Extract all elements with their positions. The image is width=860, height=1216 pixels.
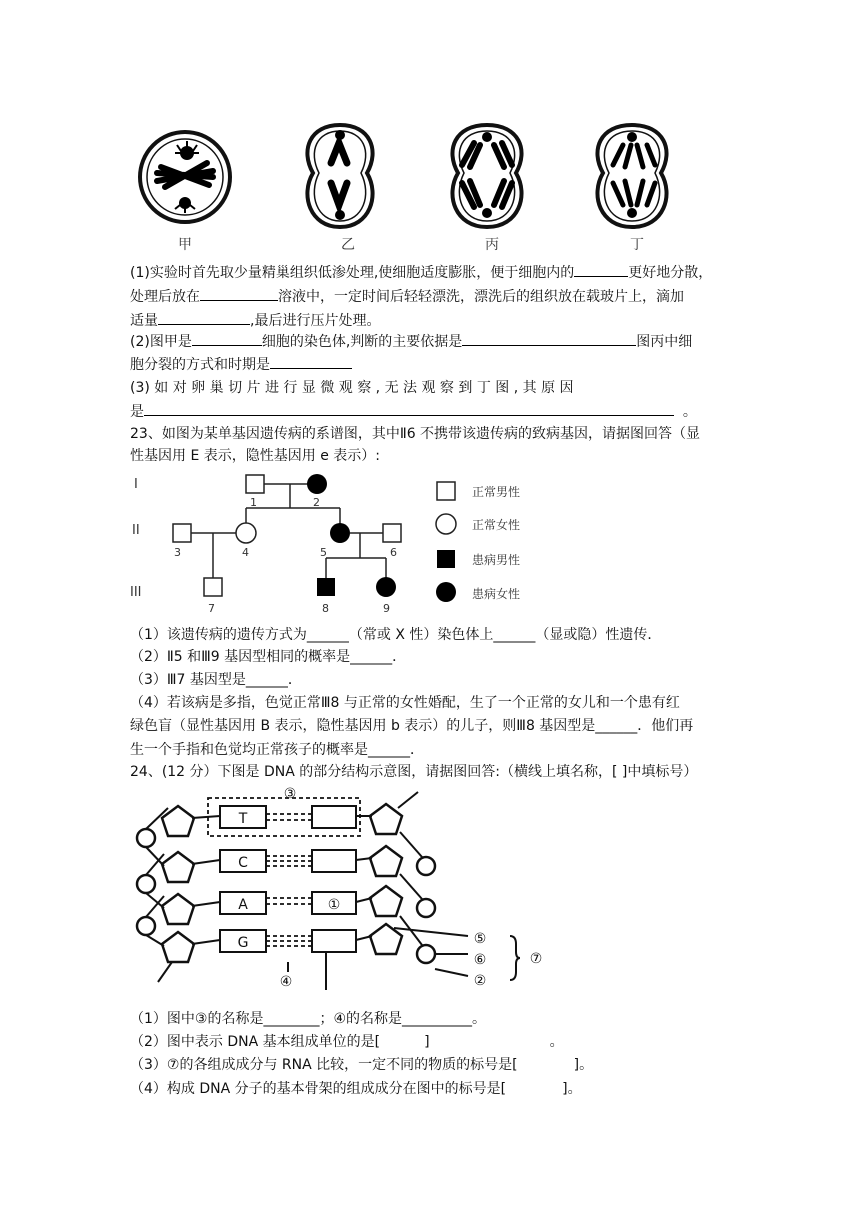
q23-sub-3: （3）Ⅲ7 基因型是______． [130,672,302,688]
cell-jia [140,132,230,222]
base-C: C [238,855,248,871]
q22-line1: (1)实验时首先取少量精巢组织低渗处理,使细胞适度膨胀，便于细胞内的 更好地分散， [130,262,712,283]
gen-label-3: III [130,585,142,600]
q24-sub-3: （3）⑦的各组成成分与 RNA 比较，一定不同的物质的标号是[ ]。 [130,1057,594,1073]
pedigree-chart [128,468,548,618]
individual-5 [330,523,350,543]
q24-intro: 24、(12 分）下图是 DNA 的部分结构示意图，请据图回答:（横线上填名称，[ ]中填标号） [130,764,698,780]
individual-9 [376,577,396,597]
legend-normal-male: 正常男性 [472,485,521,499]
cell-bing [452,125,521,227]
mark-1: ① [327,897,341,913]
legend-normal-female-symbol [436,514,456,534]
q22-blank-1[interactable] [574,262,628,277]
q24-sub-2: （2）图中表示 DNA 基本组成单位的是[ ] 。 [130,1034,564,1050]
q22-line7: 是 。 [130,401,697,422]
cell-label-bing: 丙 [485,237,499,253]
mark-3: ③ [283,786,297,802]
mark-4: ④ [279,974,293,990]
q22-line2: 处理后放在 溶液中，一定时间后轻轻漂洗，漂洗后的组织放在载玻片上，滴加 [130,286,684,307]
legend-affected-male-symbol [437,550,455,568]
q22-blank-4[interactable] [192,331,262,346]
cell-label-yi: 乙 [341,237,355,253]
cell-ding [597,125,666,227]
q24-sub-1: （1）图中③的名称是________；④的名称是__________。 [130,1011,487,1027]
base-T: T [238,811,248,827]
svg-text:9: 9 [383,602,390,615]
individual-1 [246,475,264,493]
q24-sub-4: （4）构成 DNA 分子的基本骨架的组成成分在图中的标号是[ ]。 [130,1081,582,1097]
svg-text:1: 1 [250,496,257,509]
q22-blank-2[interactable] [200,286,278,301]
cell-yi [307,125,372,227]
q22-blank-3[interactable] [158,310,250,325]
q22-blank-5[interactable] [462,331,636,346]
q23-intro-2: 性基因用 E 表示，隐性基因用 e 表示）: [130,448,380,464]
gen-label-1: I [134,477,138,492]
q22-line6: (3) 如 对 卵 巢 切 片 进 行 显 微 观 察 , 无 法 观 察 到 丁 图 , 其 原 因 [130,380,574,396]
svg-text:3: 3 [174,546,181,559]
svg-text:7: 7 [208,602,215,615]
q22-line3: 适量 ,最后进行压片处理。 [130,310,380,331]
q23-sub-1: （1）该遗传病的遗传方式为______（常或 X 性）染色体上______（显或隐）性遗传． [130,627,662,643]
legend-affected-female-symbol [436,582,456,602]
q22-line4: (2)图甲是 细胞的染色体,判断的主要依据是 图丙中细 [130,331,692,352]
svg-text:6: 6 [390,546,397,559]
legend-normal-female: 正常女性 [472,518,521,532]
mark-5: ⑤ [473,931,487,947]
cell-label-jia: 甲 [178,237,192,253]
q23-intro-1: 23、如图为某单基因遗传病的系谱图，其中Ⅱ6 不携带该遗传病的致病基因，请据图回答（显 [130,426,701,442]
q23-sub-4a: （4）若该病是多指，色觉正常Ⅲ8 与正常的女性婚配，生了一个正常的女儿和一个患有红 [130,695,680,711]
legend-normal-male-symbol [437,482,455,500]
svg-text:5: 5 [320,546,327,559]
q23-sub-4c: 生一个手指和色觉均正常孩子的概率是______． [130,742,424,758]
mark-2: ② [473,973,487,989]
q22-blank-6[interactable] [270,354,352,369]
individual-2 [307,474,327,494]
cell-division-figure [135,115,695,255]
gen-label-2: II [132,523,140,538]
individual-6 [383,524,401,542]
cell-label-ding: 丁 [630,237,644,253]
individual-3 [173,524,191,542]
q23-sub-2: （2）Ⅱ5 和Ⅲ9 基因型相同的概率是______． [130,649,407,665]
q23-sub-4b: 绿色盲（显性基因用 B 表示，隐性基因用 b 表示）的儿子，则Ⅲ8 基因型是______．他们再 [130,718,694,734]
legend-affected-male: 患病男性 [472,553,521,567]
individual-7 [204,578,222,596]
individual-4 [236,523,256,543]
legend-affected-female: 患病女性 [472,587,521,601]
mark-6: ⑥ [473,952,487,968]
mark-7: ⑦ [529,951,543,967]
svg-text:8: 8 [322,602,329,615]
svg-text:2: 2 [313,496,320,509]
svg-text:4: 4 [242,546,249,559]
q22-blank-7[interactable] [144,401,674,416]
individual-8 [317,578,335,596]
base-G: G [237,935,249,951]
dna-structure-figure [128,786,558,996]
q22-line5: 胞分裂的方式和时期是 [130,354,352,375]
base-A: A [238,897,248,913]
